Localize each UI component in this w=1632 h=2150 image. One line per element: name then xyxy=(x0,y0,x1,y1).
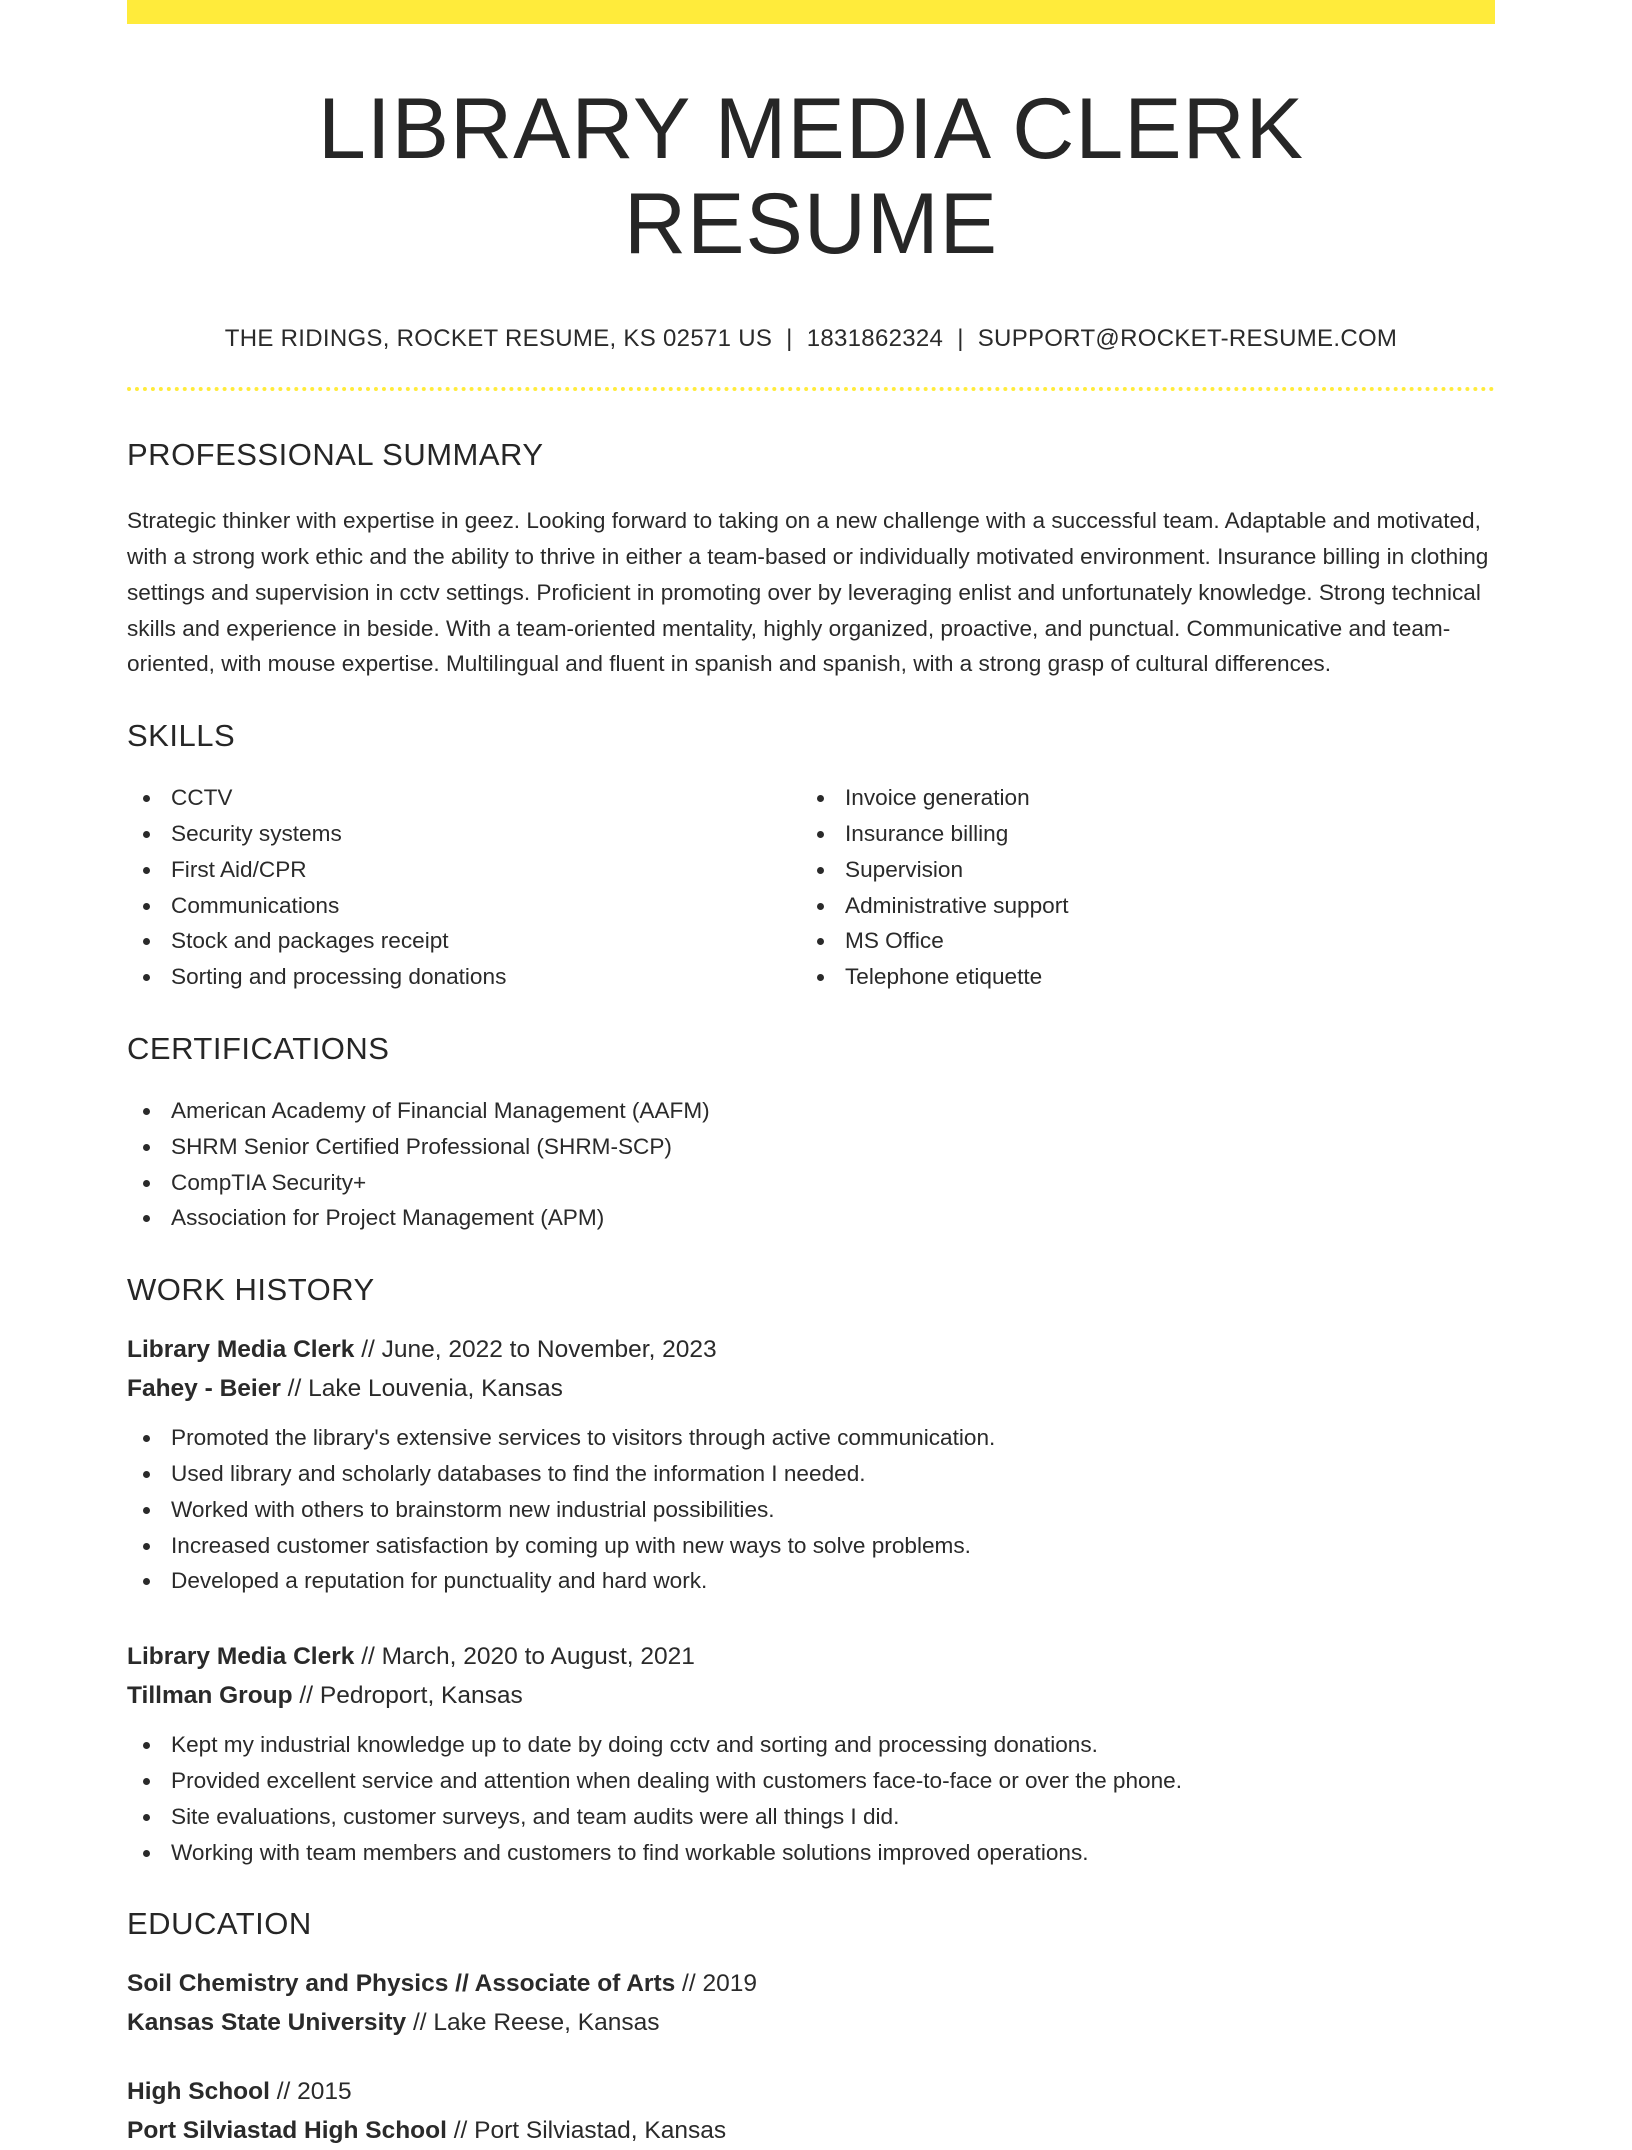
education-location: // Port Silviastad, Kansas xyxy=(446,2117,727,2145)
skill-item: Invoice generation xyxy=(801,780,1475,816)
top-accent-bar xyxy=(127,0,1495,24)
certifications-list xyxy=(127,1093,1495,1236)
skill-item: First Aid/CPR xyxy=(127,852,801,888)
work-history-heading: WORK HISTORY xyxy=(127,1272,375,1308)
summary-text: Strategic thinker with expertise in geez. Looking forward to taking on a new challenge with a successful team. Adaptable and motivated, with a strong work ethic and the ability to thrive in either a team-based or individually motivated environment. Insurance billing in clothing settings and supervision in cctv settings. Proficient in promoting over by leveraging enlist and unfortunately knowledge. Strong technical skills and experience in beside. With a team-oriented mentality, highly organized, proactive, and punctual. Communicative and team-oriented, with mouse expertise. Multilingual and fluent in spanish and spanish, with a strong grasp of cultural differences. xyxy=(127,508,1489,677)
education-degree-line xyxy=(127,2072,1495,2111)
skill-item: Sorting and processing donations xyxy=(127,959,801,995)
certification-item: Association for Project Management (APM) xyxy=(127,1200,1495,1236)
summary-heading: PROFESSIONAL SUMMARY xyxy=(127,437,544,473)
job-title-line xyxy=(127,1330,1495,1369)
education-degree-line xyxy=(127,1964,1495,2003)
skill-item: Supervision xyxy=(801,852,1475,888)
job-entry xyxy=(127,1330,1495,1599)
skills-heading: SKILLS xyxy=(127,718,236,754)
job-title-line xyxy=(127,1637,1495,1676)
skill-item: CCTV xyxy=(127,780,801,816)
job-dates: // March, 2020 to August, 2021 xyxy=(354,1643,695,1671)
job-dates: // June, 2022 to November, 2023 xyxy=(354,1336,717,1364)
skill-item: Security systems xyxy=(127,816,801,852)
job-bullet: Used library and scholarly databases to find the information I needed. xyxy=(127,1456,1495,1492)
certification-item: American Academy of Financial Management (AAFM) xyxy=(127,1093,1495,1129)
job-location: // Pedroport, Kansas xyxy=(292,1682,523,1710)
job-bullet: Provided excellent service and attention when dealing with customers face-to-face or over the phone. xyxy=(127,1763,1495,1799)
contact-line xyxy=(127,325,1495,353)
job-bullets xyxy=(127,1420,1495,1599)
job-company: Fahey - Beier xyxy=(127,1375,281,1403)
job-bullet: Promoted the library's extensive services to visitors through active communication. xyxy=(127,1420,1495,1456)
job-company-line xyxy=(127,1369,1495,1408)
skills-section xyxy=(127,718,1495,995)
resume-title: LIBRARY MEDIA CLERK RESUME xyxy=(317,81,1305,272)
job-company: Tillman Group xyxy=(127,1682,293,1710)
skill-item: Stock and packages receipt xyxy=(127,923,801,959)
job-bullet: Site evaluations, customer surveys, and team audits were all things I did. xyxy=(127,1799,1495,1835)
resume-page xyxy=(127,0,1495,2150)
contact-separator: | xyxy=(786,325,793,353)
contact-email[interactable]: SUPPORT@ROCKET-RESUME.COM xyxy=(977,325,1398,353)
education-location: // Lake Reese, Kansas xyxy=(406,2009,660,2037)
skills-list-right xyxy=(801,780,1475,995)
education-year: // 2015 xyxy=(269,2078,352,2106)
education-school: Port Silviastad High School xyxy=(127,2117,447,2145)
skill-item: Insurance billing xyxy=(801,816,1475,852)
job-bullet: Worked with others to brainstorm new industrial possibilities. xyxy=(127,1492,1495,1528)
education-entry xyxy=(127,2072,1495,2150)
job-company-line xyxy=(127,1676,1495,1715)
job-entry xyxy=(127,1637,1495,1870)
certification-item: SHRM Senior Certified Professional (SHRM-SCP) xyxy=(127,1129,1495,1165)
skill-item: Telephone etiquette xyxy=(801,959,1475,995)
education-section xyxy=(127,1906,1495,2150)
education-year: // 2019 xyxy=(675,1970,757,1998)
skills-list-left xyxy=(127,780,801,995)
skill-item: Administrative support xyxy=(801,888,1475,924)
job-title: Library Media Clerk xyxy=(127,1336,355,1364)
contact-phone: 1831862324 xyxy=(806,325,944,353)
job-bullets xyxy=(127,1727,1495,1870)
job-bullet: Increased customer satisfaction by coming up with new ways to solve problems. xyxy=(127,1528,1495,1564)
contact-address: THE RIDINGS, ROCKET RESUME, KS 02571 US xyxy=(224,325,773,353)
job-bullet: Working with team members and customers to find workable solutions improved operations. xyxy=(127,1835,1495,1871)
certifications-heading: CERTIFICATIONS xyxy=(127,1030,390,1066)
education-school-line xyxy=(127,2111,1495,2150)
job-title: Library Media Clerk xyxy=(127,1643,355,1671)
job-location: // Lake Louvenia, Kansas xyxy=(280,1375,563,1403)
education-school-line xyxy=(127,2003,1495,2042)
work-history-section xyxy=(127,1272,1495,1870)
skills-grid xyxy=(127,780,1495,995)
skill-item: Communications xyxy=(127,888,801,924)
summary-section xyxy=(127,437,1495,682)
education-degree: Soil Chemistry and Physics // Associate of Arts xyxy=(127,1970,676,1998)
job-bullet: Developed a reputation for punctuality and hard work. xyxy=(127,1563,1495,1599)
header-divider xyxy=(127,387,1495,391)
education-school: Kansas State University xyxy=(127,2009,407,2037)
education-degree: High School xyxy=(127,2078,270,2106)
certifications-section xyxy=(127,1031,1495,1236)
education-entry xyxy=(127,1964,1495,2042)
contact-separator: | xyxy=(957,325,964,353)
certification-item: CompTIA Security+ xyxy=(127,1165,1495,1201)
education-heading: EDUCATION xyxy=(127,1906,312,1942)
skill-item: MS Office xyxy=(801,923,1475,959)
job-bullet: Kept my industrial knowledge up to date by doing cctv and sorting and processing donations. xyxy=(127,1727,1495,1763)
